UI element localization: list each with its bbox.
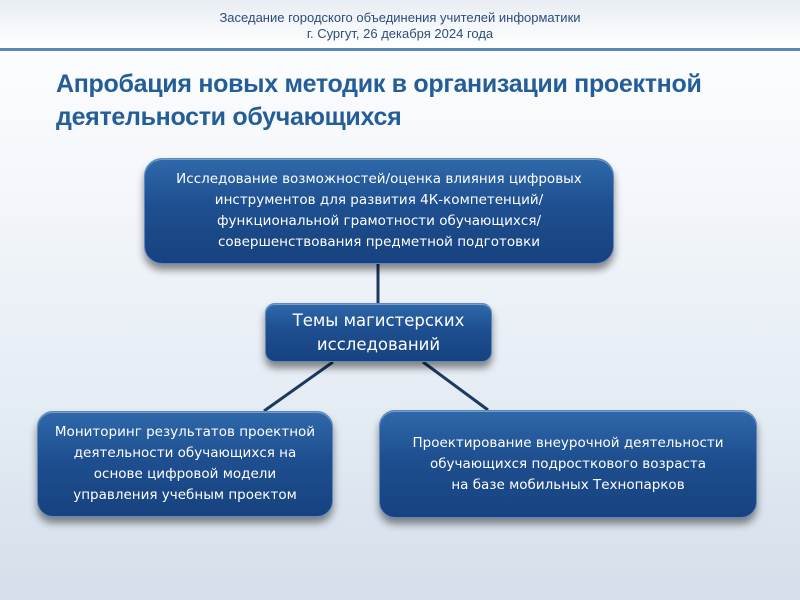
node-line: управления учебным проектом xyxy=(73,487,297,503)
node-research-digital-tools xyxy=(144,158,614,264)
title-line-2: деятельности обучающихся xyxy=(56,103,402,131)
node-line: исследований xyxy=(316,334,441,354)
node-line: основе цифровой модели xyxy=(93,466,277,482)
node-line: Проектирование внеурочной деятельности xyxy=(412,434,724,451)
node-text xyxy=(412,433,723,496)
header-meeting-name: Заседание городского объединения учителей информатики xyxy=(219,10,581,25)
node-text xyxy=(293,309,465,357)
header-location-date: г. Сургут, 26 декабря 2024 года xyxy=(306,26,494,41)
title-line-1: Апробация новых методик в организации проектной xyxy=(56,70,702,98)
node-line: Исследование возможностей/оценка влияния цифровых xyxy=(176,171,582,187)
node-line: инструментов для развития 4К-компетенций/ xyxy=(214,192,544,208)
node-extracurricular-design xyxy=(379,410,757,518)
connector-center-right xyxy=(423,362,488,410)
node-line: деятельности обучающихся на xyxy=(73,445,297,461)
node-line: совершенствования предметной подготовки xyxy=(217,234,541,250)
node-line: Мониторинг результатов проектной xyxy=(54,424,316,440)
node-text xyxy=(176,169,582,253)
node-monitoring-results xyxy=(37,411,333,517)
node-line: функциональной грамотности обучающихся/ xyxy=(216,213,541,229)
node-text xyxy=(55,422,315,506)
node-line: обучающихся подросткового возраста xyxy=(429,455,707,472)
node-master-thesis-topics xyxy=(265,303,492,362)
connector-center-left xyxy=(264,362,333,411)
node-line: Темы магистерских xyxy=(292,310,465,330)
node-line: на базе мобильных Технопарков xyxy=(451,476,685,493)
